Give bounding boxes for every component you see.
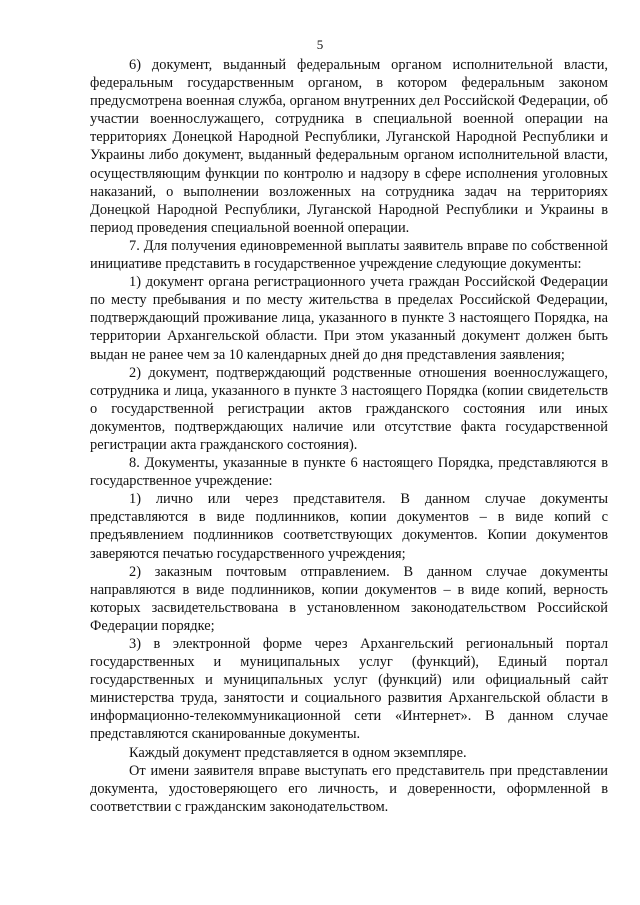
paragraph-section-8-item-1: 1) лично или через представителя. В данном случае документы представляются в виде подлинников, копии документов – в виде копий с предъявлением подлинников соответствующих документов. Копии документов заверяются печатью государственного учреждения; [90,491,608,562]
paragraph-single-copy: Каждый документ представляется в одном экземпляре. [129,744,467,761]
paragraph-representative: От имени заявителя вправе выступать его представитель при представлении документа, удостоверяющего его личность, и доверенности, оформленной в соответствии с гражданским законодательством. [90,762,608,815]
paragraph-item-6: 6) документ, выданный федеральным органом исполнительной власти, федеральным государственным органом, в котором федеральным законом предусмотрена военная служба, органом внутренних дел Российской Федерации, об участии военнослужащего, сотрудника в специальной военной операции на территориях Донецкой Народной Республики, Луганской Народной Республики и Украины либо документ, выданный федеральным органом исполнительной власти, осуществляющим функции по контролю и надзору в сфере исполнения уголовных наказаний, о выполнении возложенных на сотрудника задач на территориях Донецкой Народной Республики, Луганской Народной Республики и Украины в период проведения специальной военной операции. [90,57,608,236]
paragraph-section-7: 7. Для получения единовременной выплаты заявитель вправе по собственной инициативе представить в государственное учреждение следующие документы: [90,237,608,273]
paragraph-section-7-item-1: 1) документ органа регистрационного учета граждан Российской Федерации по месту пребывания и по месту жительства в пределах Российской Федерации, подтверждающий проживание лица, указанного в пункте 3 настоящего Порядка, на территории Архангельской области. При этом указанный документ должен быть выдан не ранее чем за 10 календарных дней до дня представления заявления; [90,274,608,363]
document-body [90,56,608,816]
paragraph-section-7-item-2: 2) документ, подтверждающий родственные отношения военнослужащего, сотрудника и лица, указанного в пункте 3 настоящего Порядка (копии свидетельств о государственной регистрации актов гражданского состояния или иных документов, подтверждающих наличие или отсутствие факта государственной регистрации акта гражданского состояния). [90,364,608,453]
paragraph-section-8-item-2: 2) заказным почтовым отправлением. В данном случае документы направляются в виде подлинников, копии документов – в виде копий, верность которых засвидетельствована в установленном законодательством Российской Федерации порядке; [90,563,608,634]
paragraph-section-8: 8. Документы, указанные в пункте 6 настоящего Порядка, представляются в государственное учреждение: [90,455,608,490]
paragraph-section-8-item-3: 3) в электронной форме через Архангельский региональный портал государственных и муниципальных услуг (функций), Единый портал государственных и муниципальных услуг (функций) или официальный сайт министерства труда, занятости и социального развития Архангельской области в информационно-телекоммуникационной сети «Интернет». В данном случае представляются сканированные документы. [90,636,608,743]
page-number: 5 [316,37,324,52]
